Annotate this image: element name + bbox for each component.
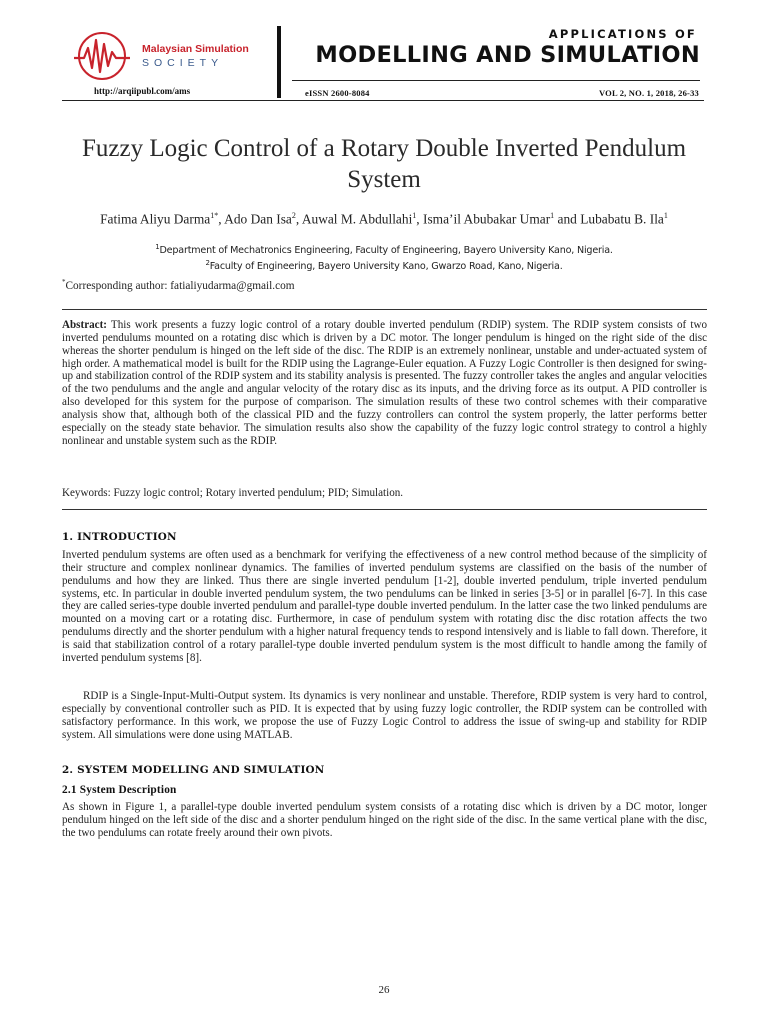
introduction-paragraph-2: RDIP is a Single-Input-Multi-Output system. Its dynamics is very nonlinear and unstable. Therefore, RDIP system is very hard to control, especially by conventional controller such as PID. It is expected that by using fuzzy logic controller, the RDIP system can be controlled with satisfactory performance. In this work, we propose the use of Fuzzy Logic Control to address the issue of swing-up and stability for RDIP system. All simulations were done using MATLAB. xyxy=(62,690,707,741)
author-sup: 1 xyxy=(663,211,668,220)
section-heading-introduction: 1. INTRODUCTION xyxy=(62,531,177,543)
keywords: Keywords: Fuzzy logic control; Rotary inverted pendulum; PID; Simulation. xyxy=(62,487,404,499)
section-heading-system-modelling: 2. SYSTEM MODELLING AND SIMULATION xyxy=(62,764,325,776)
corresponding-author xyxy=(62,278,295,292)
author-name: Ado Dan Isa xyxy=(224,211,292,227)
affiliation xyxy=(60,243,708,256)
corresponding-sup: * xyxy=(62,278,66,286)
journal-title: MODELLING AND SIMULATION xyxy=(315,42,700,68)
author-list: Fatima Aliyu Darma$^{1*}$, Ado Dan Isa$^2$, Auwal M. Abdullahi$^1$, Isma’il Abubakar Umar$^1$ and Lubabatu B. Ila$^1$ xyxy=(100,211,668,227)
affiliation-sup: 1 xyxy=(155,243,160,251)
affiliation-text: Department of Mechatronics Engineering, Faculty of Engineering, Bayero University Kano, Nigeria. xyxy=(159,245,613,257)
volume-info: VOL 2, NO. 1, 2018, 26-33 xyxy=(599,88,699,98)
affiliation xyxy=(60,259,708,272)
society-name-line1: Malaysian Simulation xyxy=(142,43,249,55)
page-number: 26 xyxy=(378,984,390,996)
author-name: Isma’il Abubakar Umar xyxy=(423,211,551,227)
affiliation-text: Faculty of Engineering, Bayero University Kano, Gwarzo Road, Kano, Nigeria. xyxy=(209,261,563,273)
author-name: Lubabatu B. Ila xyxy=(580,211,664,227)
abstract-text: This work presents a fuzzy logic control of a rotary double inverted pendulum (RDIP) system. The RDIP system consists of two inverted pendulums mounted on a rotating disc which is driven by a DC motor. The longer pendulum is hinged on the right side of the disc whereas the shorter pendulum is hinged on the left side of the disc. The RDIP is an extremely nonlinear, unstable and under-actuated system of high order. A mathematical model is built for the RDIP using the Lagrange-Euler equation. A Fuzzy Logic Controller is then designed for swing-up and stabilization control of the RDIP system and its stability analysis is presented. The fuzzy controller takes the angles and angular velocities of the two pendulums and the angle and angular velocity of the rotary disc as its inputs, and the driving force as its output. A PID controller is also developed for this system for the purpose of comparison. The simulation results of these two control schemes with their comparative analysis show that, although both of the classical PID and the fuzzy controllers can control the system properly, the latter performs better especially on the steady state behavior. The simulation results also show the capability of the fuzzy logic control strategy to control a highly nonlinear and unstable system such as the RDIP. xyxy=(62,319,707,447)
header-rule xyxy=(292,80,700,81)
abstract-bottom-rule xyxy=(62,509,707,510)
abstract-label: Abstract: xyxy=(62,319,107,331)
header-divider xyxy=(277,26,281,98)
introduction-paragraph-1: Inverted pendulum systems are often used as a benchmark for verifying the effectiveness of a new control method because of the simplicity of their structure and complex nonlinear dynamics. The families of inverted pendulum systems are classified on the basis of the number of pendulums and how they are linked. Thus there are single inverted pendulum [1-2], double inverted pendulum, triple inverted pendulum systems, etc. In particular in double inverted pendulum system, the two pendulums can be linked in series [3-5] or in parallel [6-7]. In this case they are called series-type double inverted pendulum and parallel-type double inverted pendulum. In the latter case the two linked pendulums are mounted on a moving cart or a rotating disc. Furthermore, in case of pendulum system with rotating disc the disc rotation affects the two pendulums directly and the shorter pendulum with a higher natural frequency tends to respond intensively and is liable to fall down. Therefore, it is said that stabilization control of a rotary parallel-type double inverted pendulum system is the most difficult to handle among the family of inverted pendulum systems [8]. xyxy=(62,549,707,664)
author-name: Auwal M. Abdullahi xyxy=(301,211,413,227)
subsection-heading-system-description: 2.1 System Description xyxy=(62,784,177,796)
abstract xyxy=(62,319,707,447)
affiliation-sup: 2 xyxy=(205,259,210,267)
issn: eISSN 2600-8084 xyxy=(305,88,370,98)
author-sup: 2 xyxy=(291,211,296,220)
header-bottom-rule xyxy=(62,100,704,101)
abstract-top-rule xyxy=(62,309,707,310)
society-name-line2: SOCIETY xyxy=(142,57,224,69)
system-description-paragraph: As shown in Figure 1, a parallel-type double inverted pendulum system consists of a rotating disc which is driven by a DC motor, longer pendulum hinged on the left side of the disc and a shorter pendulum hinged on the right side of the disc. In the same vertical plane with the disc, the two pendulums can rotate freely around their own pivots. xyxy=(62,801,707,839)
author-sup: 1* xyxy=(210,211,219,220)
paper-title: Fuzzy Logic Control of a Rotary Double Inverted Pendulum System xyxy=(81,135,687,193)
journal-url[interactable]: http://arqiipubl.com/ams xyxy=(94,86,191,96)
society-logo xyxy=(70,28,280,84)
author-sup: 1 xyxy=(412,211,417,220)
author-sup: 1 xyxy=(550,211,555,220)
corresponding-text: Corresponding author: fatialiyudarma@gmail.com xyxy=(65,279,295,292)
journal-top-label: APPLICATIONS OF xyxy=(548,27,697,41)
author-name: Fatima Aliyu Darma xyxy=(100,211,211,227)
